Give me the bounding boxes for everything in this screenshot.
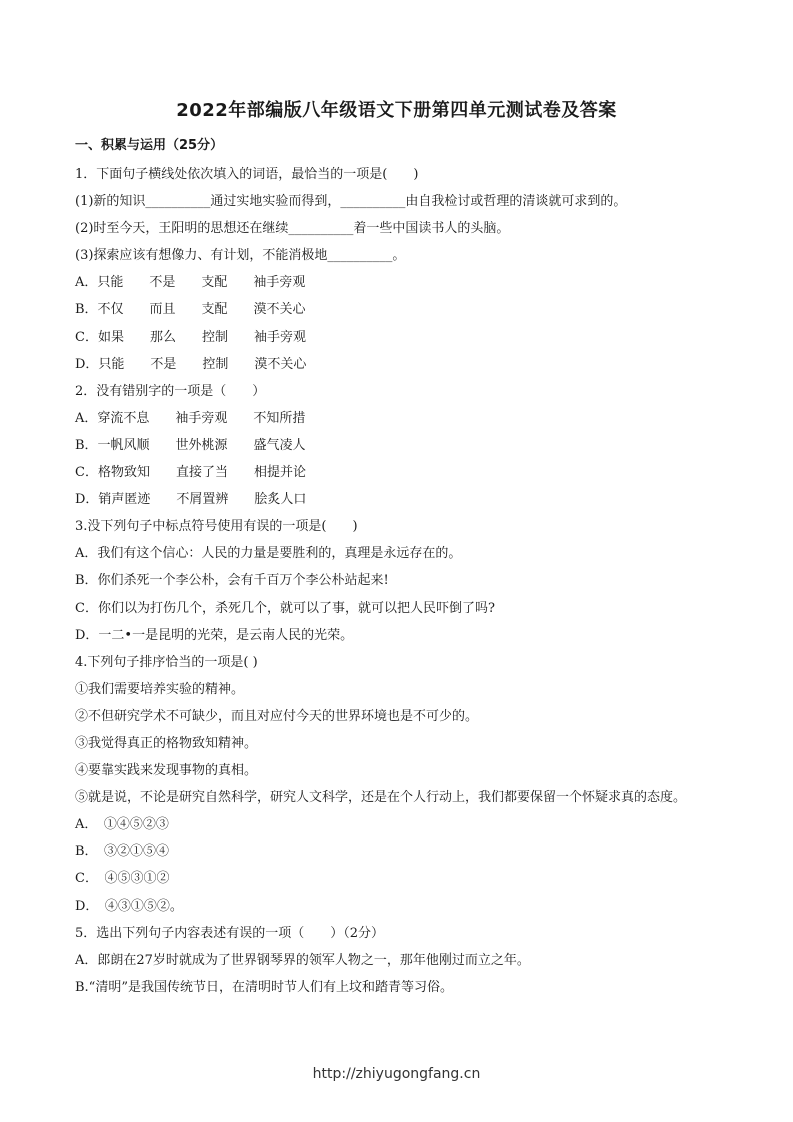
question-4-option-c: C． ④⑤③①② bbox=[75, 871, 170, 887]
question-1-option-a: A．只能 不是 支配 袖手旁观 bbox=[75, 275, 306, 291]
question-1-stem: 1．下面句子横线处依次填入的词语，最恰当的一项是( ) bbox=[75, 167, 419, 182]
question-1-sentence-3: (3)探索应该有想像力、有计划，不能消极地__________。 bbox=[75, 248, 406, 264]
question-1-sentence-2: (2)时至今天，王阳明的思想还在继续__________着一些中国读书人的头脑。 bbox=[75, 221, 510, 237]
question-5-stem: 5．选出下列句子内容表述有误的一项（ ）（2分） bbox=[75, 925, 385, 941]
question-1-sentence-1: (1)新的知识__________通过实地实验而得到，__________由自我检讨或哲理的清谈就可求到的。 bbox=[75, 194, 627, 210]
question-4-option-a: A． ①④⑤②③ bbox=[75, 817, 169, 833]
question-2-option-c: C．格物致知 直接了当 相提并论 bbox=[75, 465, 306, 481]
question-4-stem: 4.下列句子排序恰当的一项是( ) bbox=[75, 654, 258, 670]
question-2-stem: 2．没有错别字的一项是（ ） bbox=[75, 383, 266, 399]
question-3-option-d: D．一二•一是昆明的光荣，是云南人民的光荣。 bbox=[75, 627, 354, 643]
question-2-option-a: A．穿流不息 袖手旁观 不知所措 bbox=[75, 410, 306, 426]
question-4-option-b: B． ③②①⑤④ bbox=[75, 844, 170, 860]
question-1-option-c: C．如果 那么 控制 袖手旁观 bbox=[75, 329, 306, 345]
question-4-sentence-1: ①我们需要培养实验的精神。 bbox=[75, 681, 245, 697]
question-4-sentence-4: ④要靠实践来发现事物的真相。 bbox=[75, 763, 258, 779]
question-1-option-b: B．不仅 而且 支配 漠不关心 bbox=[75, 302, 306, 318]
question-4-sentence-5: ⑤就是说，不论是研究自然科学，研究人文科学，还是在个人行动上，我们都要保留一个怀疑求真的态度。 bbox=[75, 790, 687, 806]
footer-url: http://zhiyugongfang.cn bbox=[312, 1066, 481, 1082]
page-title: 2022年部编版八年级语文下册第四单元测试卷及答案 bbox=[176, 100, 617, 121]
question-1-option-d: D．只能 不是 控制 漠不关心 bbox=[75, 356, 307, 372]
section-heading: 一、积累与运用（25分） bbox=[75, 138, 224, 153]
question-5-option-b: B.“清明”是我国传统节日，在清明时节人们有上坟和踏青等习俗。 bbox=[75, 979, 453, 995]
question-5-option-a: A．郎朗在27岁时就成为了世界钢琴界的领军人物之一，那年他刚过而立之年。 bbox=[75, 952, 530, 968]
question-2-option-d: D．销声匿迹 不屑置辨 脍炙人口 bbox=[75, 492, 307, 508]
question-2-option-b: B．一帆风顺 世外桃源 盛气凌人 bbox=[75, 437, 306, 453]
question-3-option-b: B．你们杀死一个李公朴，会有千百万个李公朴站起来! bbox=[75, 573, 389, 589]
question-4-sentence-2: ②不但研究学术不可缺少，而且对应付今天的世界环境也是不可少的。 bbox=[75, 708, 479, 724]
question-body bbox=[75, 161, 735, 1001]
question-3-option-c: C．你们以为打伤几个，杀死几个，就可以了事，就可以把人民吓倒了吗? bbox=[75, 600, 495, 616]
question-4-option-d: D． ④③①⑤②。 bbox=[75, 898, 183, 914]
question-3-stem: 3.没下列句子中标点符号使用有误的一项是( ) bbox=[75, 519, 358, 535]
question-3-option-a: A．我们有这个信心：人民的力量是要胜利的，真理是永远存在的。 bbox=[75, 546, 462, 562]
question-4-sentence-3: ③我觉得真正的格物致知精神。 bbox=[75, 735, 258, 751]
